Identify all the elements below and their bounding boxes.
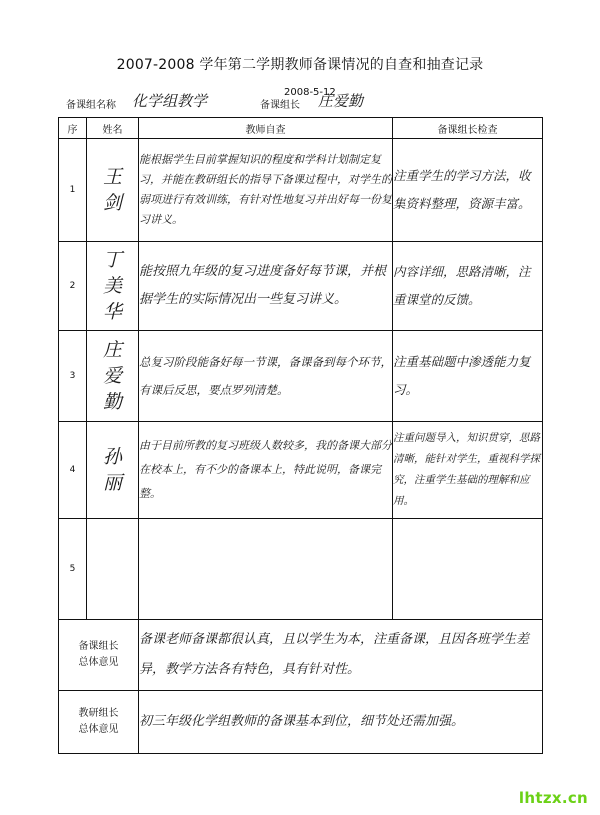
row-seq: 3 [59,331,87,422]
teacher-name [87,422,139,519]
record-date: 2008-5-12 [284,87,336,98]
leader-check-text: 注重学生的学习方法，收集资料整理，资源丰富。 [393,139,543,242]
name-char: 孙 [102,446,122,468]
group-value: 化学组教学 [132,92,208,110]
teacher-name [87,519,139,620]
opinion-label [59,620,139,691]
name-char: 美 [102,275,122,297]
name-char: 爱 [102,365,122,387]
table-row [59,331,543,422]
name-char: 丽 [102,472,122,494]
name-char: 勤 [102,391,122,413]
name-char: 剑 [102,192,122,214]
self-check-text: 能根据学生目前掌握知识的程度和学科计划制定复习，并能在教研组长的指导下备课过程中，对学生的弱项进行有效训练，有针对性地复习并出好每一份复习讲义。 [139,139,393,242]
table-row [59,139,543,242]
row-seq: 4 [59,422,87,519]
table-row [59,242,543,331]
leader-check-text [393,519,543,620]
name-char: 华 [102,301,122,323]
opinion-label-line: 备课组长 [78,641,119,652]
table-header-row [59,118,543,139]
leader-check-text: 注重基础题中渗透能力复习。 [393,331,543,422]
opinion-label-line: 总体意见 [78,657,119,668]
leader-check-text: 注重问题导入，知识贯穿，思路清晰，能针对学生，重视科学探究，注重学生基础的理解和应用。 [393,422,543,519]
opinion-label-line: 总体意见 [78,724,119,735]
self-check-text: 总复习阶段能备好每一节课，备课备到每个环节，有课后反思，要点罗列清楚。 [139,331,393,422]
header-self-check: 教师自查 [139,118,393,139]
name-char: 丁 [102,249,122,271]
teacher-name [87,242,139,331]
leader-check-text: 内容详细，思路清晰，注重课堂的反馈。 [393,242,543,331]
leader-value: 庄爱勤 [318,92,364,110]
teacher-name [87,331,139,422]
self-check-text: 能按照九年级的复习进度备好每节课，并根据学生的实际情况出一些复习讲义。 [139,242,393,331]
watermark-logo: lhtzx.cn [518,789,588,807]
opinion-label [59,691,139,754]
row-seq: 2 [59,242,87,331]
table-row [59,519,543,620]
opinion-text: 初三年级化学组教师的备课基本到位，细节处还需加强。 [139,691,543,754]
name-char: 庄 [102,339,122,361]
group-label: 备课组名称 [66,100,116,111]
leader-label: 备课组长 [260,100,300,111]
self-check-text [139,519,393,620]
self-check-text: 由于目前所教的复习班级人数较多，我的备课大部分在校本上，有不少的备课本上，特此说明，备课完整。 [139,422,393,519]
header-seq: 序 [59,118,87,139]
opinion-row-research-leader [59,691,543,754]
header-name: 姓名 [87,118,139,139]
teacher-name [87,139,139,242]
header-leader-check: 备课组长检查 [393,118,543,139]
page-title: 2007-2008 学年第二学期教师备课情况的自查和抽查记录 [116,57,484,73]
row-seq: 5 [59,519,87,620]
record-table [58,117,543,754]
opinion-text: 备课老师备课都很认真，且以学生为本，注重备课，且因各班学生差异，教学方法各有特色，具有针对性。 [139,620,543,691]
table-row [59,422,543,519]
opinion-label-line: 教研组长 [78,708,119,719]
name-char: 王 [102,166,122,188]
opinion-row-group-leader [59,620,543,691]
row-seq: 1 [59,139,87,242]
